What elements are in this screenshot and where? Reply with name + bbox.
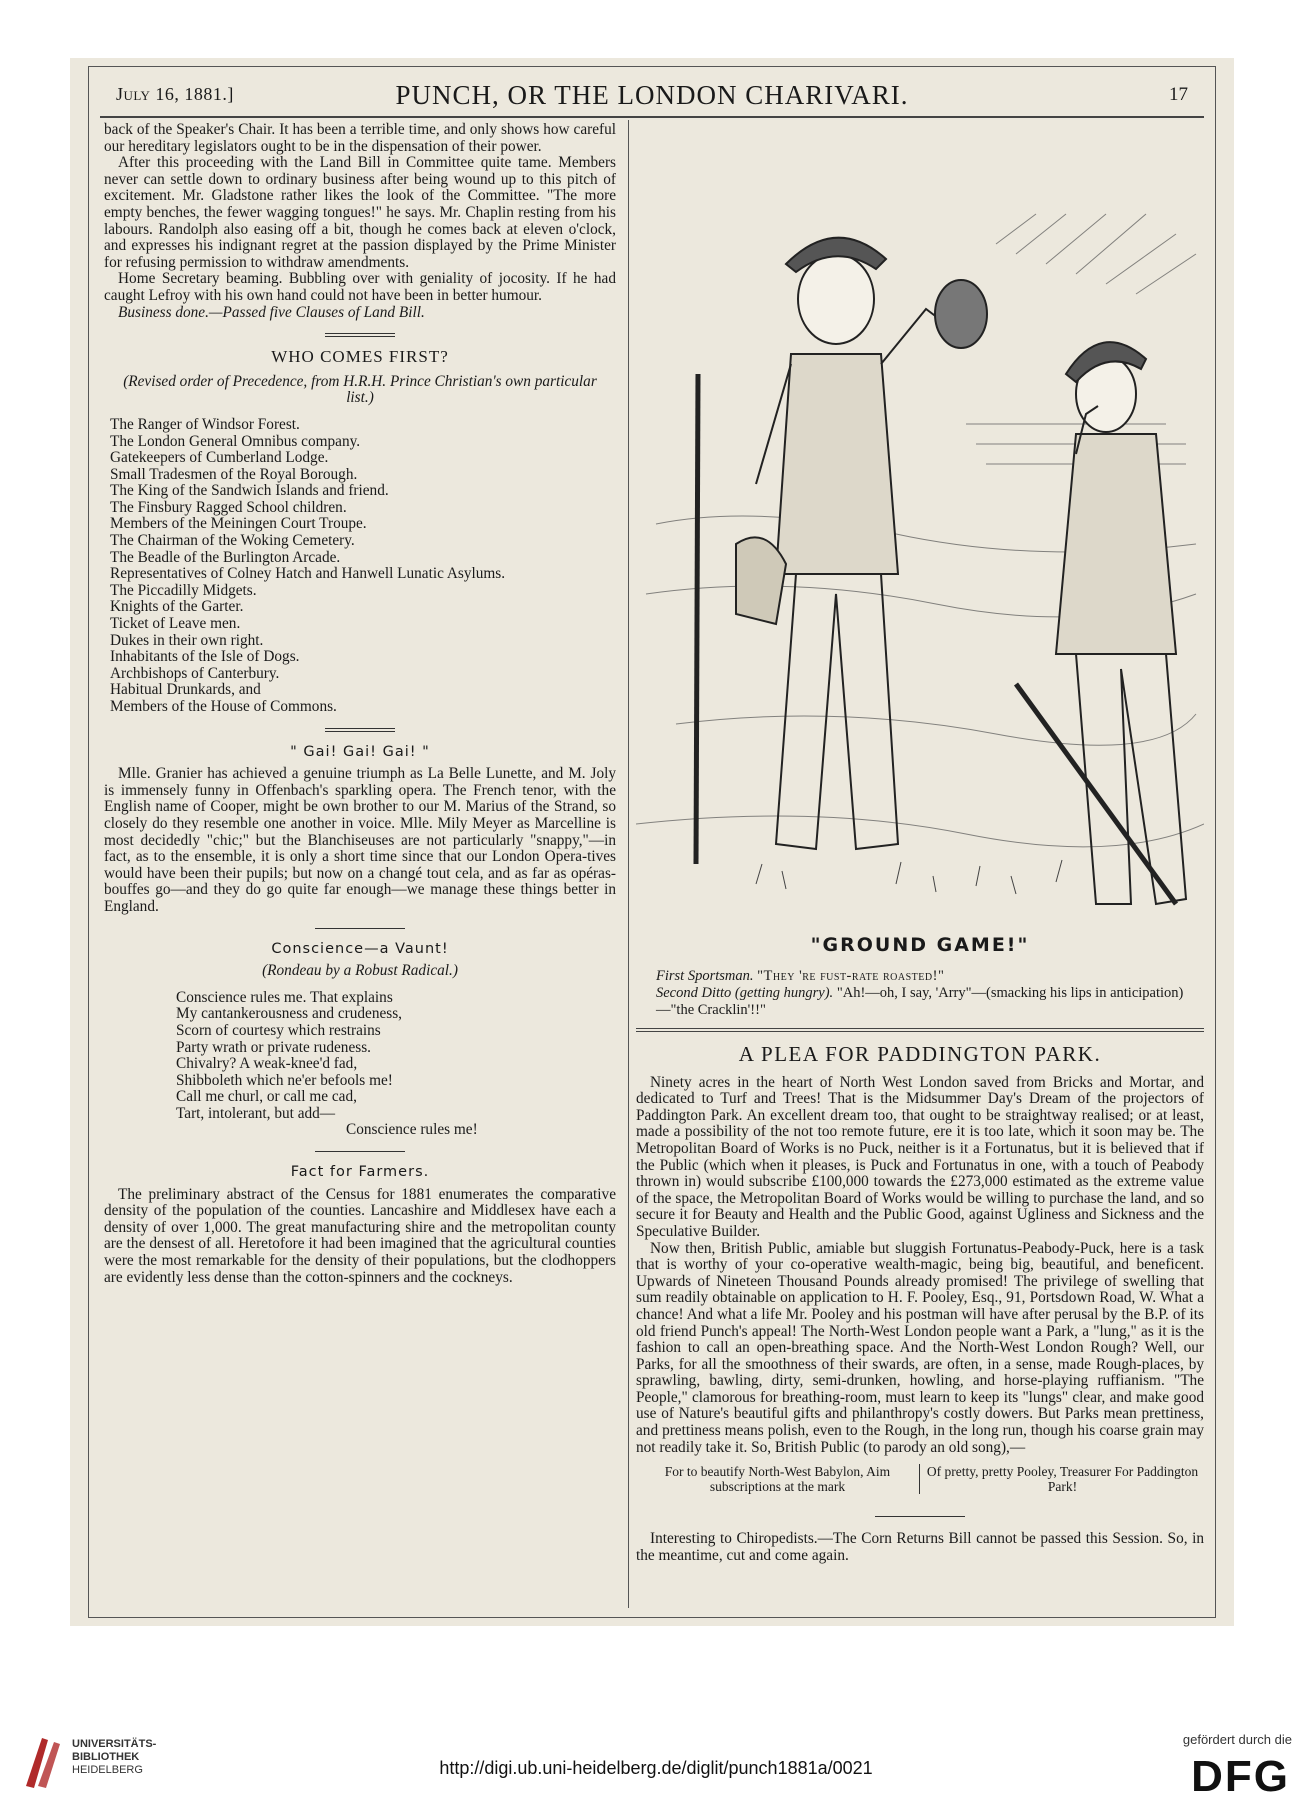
list-item: The Piccadilly Midgets.: [110, 581, 257, 599]
caption-rule: [636, 1028, 1204, 1032]
parody-verse: [636, 1464, 1204, 1494]
gai-paragraph: Mlle. Granier has achieved a genuine triumph as La Belle Lunette, and M. Joly is immensely funny in Offenbach's sparkling opera. The French tenor, with the English name of Cooper, might be own brother to our M. Marius of the Strand, so closely do they resemble one another in voice. Mlle. Mily Meyer as Marcelline is most decidedly "chic;" but the Blanchiseuses are not particularly "snappy,"—in fact, as to the ensemble, it is only a short time since that our London Opera-tives would have been their pupils; but now on a changé tout cela, and as far as opéras-bouffes go—and they do go quite far enough—we manage these things better in England.: [104, 765, 616, 915]
library-line: BIBLIOTHEK: [72, 1751, 140, 1763]
precedence-list: [104, 417, 616, 716]
column-rule: [628, 120, 629, 1608]
library-line: HEIDELBERG: [72, 1764, 143, 1776]
first-sportsman-line: "They 're fust-rate roasted!": [757, 968, 945, 984]
second-sportsman-line: "Ah!—oh, I say, 'Arry"—(smacking his lips in anticipation)—"the Cracklin'!!": [656, 985, 1184, 1018]
poem-line: My cantankerousness and crudeness,: [176, 1005, 402, 1023]
cartoon-title: "GROUND GAME!": [810, 934, 1030, 956]
source-url[interactable]: http://digi.ub.uni-heidelberg.de/diglit/punch1881a/0021: [439, 1758, 873, 1778]
section-divider: [325, 333, 395, 337]
poem-line: Conscience rules me. That explains: [176, 988, 393, 1006]
list-item: The Finsbury Ragged School children.: [110, 498, 347, 516]
conscience-subtitle: (Rondeau by a Robust Radical.): [262, 962, 458, 980]
conscience-title: Conscience—a Vaunt!: [271, 940, 449, 957]
page-header: [100, 72, 1204, 114]
list-item: The King of the Sandwich Islands and friend.: [110, 482, 389, 500]
who-comes-first-title: WHO COMES FIRST?: [271, 347, 449, 367]
left-column: [104, 122, 616, 1286]
dfg-logo: DFG: [1191, 1752, 1290, 1801]
gai-title: " Gai! Gai! Gai! ": [290, 743, 430, 760]
list-item: Habitual Drunkards, and: [110, 681, 261, 699]
cartoon-caption: [656, 968, 1196, 1019]
verse-left: For to beautify North-West Babylon, Aim subscriptions at the mark: [664, 1464, 891, 1495]
business-done: Business done.—Passed five Clauses of Land Bill.: [118, 303, 425, 321]
rondeau-poem: [104, 990, 616, 1139]
list-item: Inhabitants of the Isle of Dogs.: [110, 648, 300, 666]
poem-line: Party wrath or private rudeness.: [176, 1038, 371, 1056]
list-item: The Ranger of Windsor Forest.: [110, 415, 300, 433]
parliament-paragraph: Home Secretary beaming. Bubbling over with geniality of jocosity. If he had caught Lefroy with his own hand could not have been in better humour.: [104, 270, 616, 304]
poem-line: Tart, intolerant, but add—: [176, 1104, 336, 1122]
section-divider: [325, 728, 395, 732]
first-sportsman-label: First Sportsman.: [656, 968, 754, 984]
cartoon-illustration: [636, 124, 1204, 924]
library-line: UNIVERSITÄTS-: [72, 1738, 157, 1750]
list-item: Small Tradesmen of the Royal Borough.: [110, 465, 358, 483]
poem-line: Scorn of courtesy which restrains: [176, 1021, 381, 1039]
sponsor-note: gefördert durch die: [1182, 1732, 1292, 1747]
poem-line: Call me churl, or call me cad,: [176, 1088, 357, 1106]
newspaper-page: [70, 58, 1234, 1626]
list-item: Gatekeepers of Cumberland Lodge.: [110, 449, 329, 467]
section-divider: [315, 928, 405, 929]
list-item: Ticket of Leave men.: [110, 615, 241, 633]
farmers-title: Fact for Farmers.: [290, 1164, 430, 1181]
chiropedists-paragraph: Interesting to Chiropedists.—The Corn Returns Bill cannot be passed this Session. So, in the meantime, cut and come again.: [636, 1530, 1204, 1564]
parliament-paragraph: After this proceeding with the Land Bill in Committee quite tame. Members never can settle down to ordinary business after being wound up to this pitch of excitement. Mr. Gladstone rather likes the look of the Committee. "The more empty benches, the fewer wagging tongues!" he says. Mr. Chaplin resting from his labours. Randolph also easing off a bit, though he comes back at eleven o'clock, and expresses his indignant regret at the passion displayed by the Prime Minister for refusing permission to withdraw amendments.: [104, 154, 616, 271]
list-item: Dukes in their own right.: [110, 631, 264, 649]
list-item: The Beadle of the Burlington Arcade.: [110, 548, 341, 566]
poem-line: Conscience rules me!: [346, 1121, 478, 1139]
issue-date: July 16, 1881.]: [116, 84, 234, 104]
section-divider: [875, 1516, 965, 1517]
who-comes-first-subtitle: (Revised order of Precedence, from H.R.H. Prince Christian's own particular list.): [123, 372, 597, 407]
plea-paragraph: Ninety acres in the heart of North West London saved from Bricks and Mortar, and dedicated to Turf and Trees! That is the Midsummer Day's Dream of the projectors of Paddington Park. An excellent dream too, that ought to be straightway realised; or at least, made a possibility of the not too remote future, ere it is too late, which it soon may be. The Metropolitan Board of Works is no Puck, neither is it a Fortunatus, but it is believed that if the Public (which when it pleases, is Puck and Fortunatus in one, with a touch of Peabody thrown in) would subscribe £100,000 towards the £273,000 estimated as the extreme value of the space, the Metropolitan Board of Works would be willing to purchase the land, and so secure it for Beauty and Health and the Public Good, against Ugliness and Sickness and the Speculative Builder.: [636, 1073, 1204, 1240]
section-divider: [315, 1151, 405, 1152]
second-sportsman-label: Second Ditto (getting hungry).: [656, 985, 834, 1001]
plea-title: A PLEA FOR PADDINGTON PARK.: [738, 1042, 1102, 1066]
list-item: Knights of the Garter.: [110, 598, 244, 616]
list-item: The Chairman of the Woking Cemetery.: [110, 532, 355, 550]
poem-line: Chivalry? A weak-knee'd fad,: [176, 1055, 358, 1073]
poem-line: Shibboleth which ne'er befools me!: [176, 1071, 393, 1089]
list-item: The London General Omnibus company.: [110, 432, 361, 450]
farmers-paragraph: The preliminary abstract of the Census for 1881 enumerates the comparative density of the population of the counties. Lancashire and Middlesex have each a density of over 1,000. The great manufacturing shire and the metropolitan county are the densest of all. Heretofore it had been imagined that the agricultural counties were the most remarkable for the density of their populations, but the clodhoppers are evidently less dense than the cotton-spinners and the cockneys.: [104, 1185, 616, 1286]
header-rule: [100, 116, 1204, 118]
list-item: Members of the Meiningen Court Troupe.: [110, 515, 367, 533]
list-item: Archbishops of Canterbury.: [110, 664, 280, 682]
verse-right: Of pretty, pretty Pooley, Treasurer For Paddington Park!: [926, 1464, 1199, 1495]
page-footer: [0, 1712, 1312, 1813]
right-column: [636, 1040, 1204, 1564]
list-item: Members of the House of Commons.: [110, 698, 337, 715]
plea-paragraph: Now then, British Public, amiable but sluggish Fortunatus-Peabody-Puck, here is a task that is worthy of your co-operative wealth-magic, being big, beautiful, and beneficent. Upwards of Nineteen Thousand Pounds already promised! The privilege of swelling that sum readily obtainable on application to H. F. Pooley, Esq., 91, Portsdown Road, W. What a chance! And what a life Mr. Pooley and his postman will have after perusal by the B.P. of its old friend Punch's appeal! The North-West London people want a Park, a "lung," as it is the fashion to call an open-breathing space. And the North-West London Rough? Well, our Parks, for all the smoothness of their swards, are often, in a sense, made Rough-places, by sprawling, bawling, dirty, semi-drunken, howling, and horse-playing ruffianism. "The People," clamorous for breathing-room, must learn to keep its "lungs" clear, and make good use of Nature's beautiful gifts and philanthropy's costly dowers. But Parks mean prettiness, and prettiness means polish, even to the Rough, in the long run, though his coarse grain may not readily take it. So, British Public (to parody an old song),—: [636, 1239, 1204, 1456]
publication-title: PUNCH, OR THE LONDON CHARIVARI.: [395, 80, 909, 110]
list-item: Representatives of Colney Hatch and Hanwell Lunatic Asylums.: [110, 565, 506, 583]
parliament-paragraph: back of the Speaker's Chair. It has been a terrible time, and only shows how careful our hereditary legislators ought to be in the dispensation of their power.: [104, 121, 616, 155]
page-number: 17: [1169, 84, 1188, 105]
